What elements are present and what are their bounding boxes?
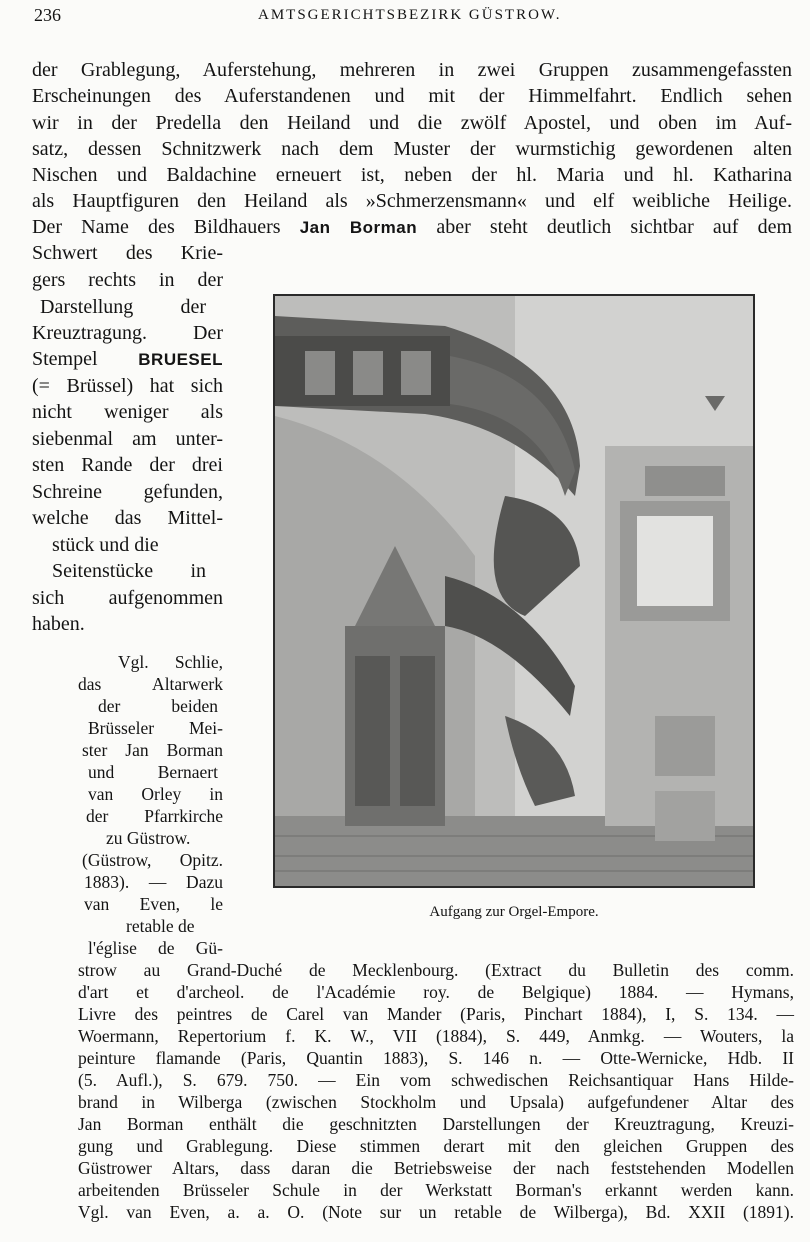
- body-line: nicht weniger als: [32, 401, 223, 423]
- sculptor-name: Jan Borman: [299, 218, 418, 237]
- footnote-line: Jan Borman enthält die geschnitzten Darstellungen der Kreuztragung, Kreuzi-: [78, 1114, 794, 1134]
- body-line: Kreuztragung. Der: [32, 322, 223, 344]
- footnote-line: brand in Wilberga (zwischen Stockholm und Upsala) aufgefundener Altar des: [78, 1092, 794, 1112]
- body-line: sich aufgenommen: [32, 587, 223, 609]
- footnote-line: Livre des peintres de Carel van Mander (Paris, Pinchart 1884), I, S. 134. —: [78, 1004, 794, 1024]
- body-line: gers rechts in der: [32, 269, 223, 291]
- footnote-line: der beiden: [98, 696, 218, 716]
- body-line: [32, 214, 792, 241]
- page-number: 236: [34, 5, 61, 25]
- footnote-line: peinture flamande (Paris, Quantin 1883), S. 146 n. — Otte-Wernicke, Hdb. II: [78, 1048, 794, 1068]
- footnote-line: d'art et d'archeol. de l'Académie roy. de Belgique) 1884. — Hymans,: [78, 982, 794, 1002]
- body-line: als Hauptfiguren den Heiland als »Schmerzensmann« und elf weibliche Heilige.: [32, 190, 792, 212]
- body-text: Der Name des Bildhauers: [32, 216, 281, 238]
- footnote-line: l'église de Gü-: [88, 938, 223, 958]
- footnote-line: gung und Grablegung. Diese stimmen derart mit den gleichen Gruppen des: [78, 1136, 794, 1156]
- body-line: Erscheinungen des Auferstandenen und mit der Himmelfahrt. Endlich sehen: [32, 85, 792, 107]
- staircase-drawing: [275, 296, 753, 886]
- footnote-line: 1883). — Dazu: [84, 872, 223, 892]
- footnote-line: Vgl. van Even, a. a. O. (Note sur un retable de Wilberga), Bd. XXII (1891).: [78, 1202, 794, 1222]
- body-line: haben.: [32, 613, 85, 635]
- body-line: Nischen und Baldachine erneuert ist, neben der hl. Maria und hl. Katharina: [32, 164, 792, 186]
- footnote-line: Brüsseler Mei-: [88, 718, 223, 738]
- body-line: siebenmal am unter-: [32, 428, 223, 450]
- body-line: Darstellung der: [40, 296, 206, 318]
- body-line: Schreine gefunden,: [32, 481, 223, 503]
- body-line: sten Rande der drei: [32, 454, 223, 476]
- footnote-line: ster Jan Borman: [82, 740, 223, 760]
- body-line: satz, dessen Schnitzwerk nach dem Muster der wurmstichig gewordenen alten: [32, 138, 792, 160]
- footnote-line: und Bernaert: [88, 762, 218, 782]
- running-title: AMTSGERICHTSBEZIRK GÜSTROW.: [258, 7, 562, 23]
- body-line: stück und die: [52, 534, 159, 556]
- stamp-word: BRUESEL: [138, 350, 223, 369]
- body-text: Stempel: [32, 348, 98, 370]
- body-line: [32, 346, 223, 373]
- footnote-line: arbeitenden Brüsseler Schule in der Werkstatt Borman's erkannt werden kann.: [78, 1180, 794, 1200]
- body-line: wir in der Predella den Heiland und die zwölf Apostel, und oben im Auf-: [32, 112, 792, 134]
- body-line: welche das Mittel-: [32, 507, 223, 529]
- footnote-line: van Even, le: [84, 894, 223, 914]
- body-line: der Grablegung, Auferstehung, mehreren in zwei Gruppen zusammengefassten: [32, 59, 792, 81]
- footnote-line: strow au Grand-Duché de Mecklenbourg. (Extract du Bulletin des comm.: [78, 960, 794, 980]
- body-text: aber steht deutlich sichtbar auf dem: [436, 216, 793, 238]
- footnote-line: van Orley in: [88, 784, 223, 804]
- body-line: Seitenstücke in: [52, 560, 206, 582]
- footnote-line: der Pfarrkirche: [86, 806, 223, 826]
- footnote-line: retable de: [126, 916, 195, 936]
- body-line: Schwert des Krie-: [32, 242, 223, 264]
- footnote-line: zu Güstrow.: [106, 828, 191, 848]
- footnote-line: Vgl. Schlie,: [118, 652, 223, 672]
- footnote-line: das Altarwerk: [78, 674, 223, 694]
- footnote-line: (Güstrow, Opitz.: [82, 850, 223, 870]
- body-line: (= Brüssel) hat sich: [32, 375, 223, 397]
- footnote-line: Güstrower Altars, dass daran die Betriebsweise der nach feststehenden Modellen: [78, 1158, 794, 1178]
- staircase-illustration: [273, 294, 755, 888]
- footnote-line: (5. Aufl.), S. 679. 750. — Ein vom schwedischen Reichsantiquar Hans Hilde-: [78, 1070, 794, 1090]
- footnote-line: Woermann, Repertorium f. K. W., VII (1884), S. 449, Anmkg. — Wouters, la: [78, 1026, 794, 1046]
- figure-caption: Aufgang zur Orgel-Empore.: [429, 904, 599, 920]
